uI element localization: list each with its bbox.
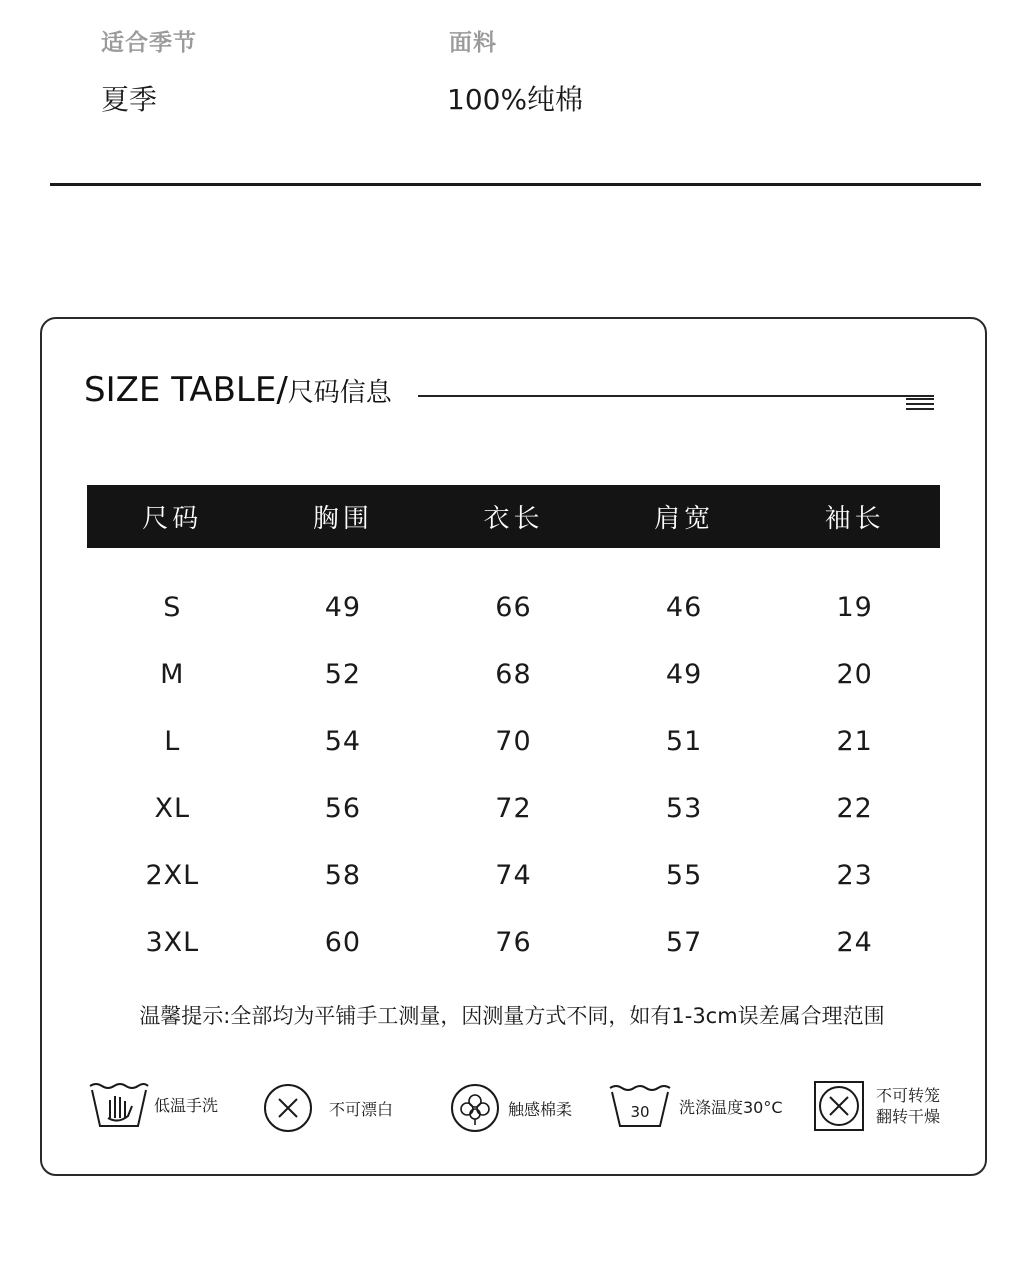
table-row — [87, 842, 940, 909]
table-row — [87, 708, 940, 775]
table-header — [87, 485, 940, 548]
table-cell: 19 — [836, 592, 873, 623]
table-cell: 76 — [495, 927, 532, 958]
table-cell: 24 — [836, 927, 873, 958]
no-tumble-dry-icon — [813, 1080, 865, 1132]
fabric-value: 100%纯棉 — [447, 83, 584, 116]
care-item-hand-wash — [88, 1078, 218, 1130]
table-cell: 2XL — [145, 860, 200, 891]
table-cell: 70 — [495, 726, 532, 757]
title-divider — [418, 395, 934, 397]
season-label: 适合季节 — [101, 30, 197, 56]
title-zh: 尺码信息 — [287, 378, 392, 408]
table-cell: 21 — [836, 726, 873, 757]
table-cell: 20 — [836, 659, 873, 690]
care-label: 洗涤温度30°C — [679, 1097, 783, 1117]
fabric-label: 面料 — [449, 30, 497, 56]
menu-lines-icon — [906, 398, 934, 410]
table-cell: 52 — [324, 659, 362, 690]
table-cell: 49 — [665, 659, 703, 690]
wash-30-icon — [608, 1082, 672, 1130]
header-shoulder: 肩宽 — [654, 504, 715, 534]
hand-wash-icon — [88, 1078, 150, 1130]
table-cell: 55 — [665, 860, 703, 891]
care-label: 低温手洗 — [154, 1095, 219, 1115]
care-label: 不可漂白 — [329, 1099, 394, 1119]
table-cell: 53 — [665, 793, 703, 824]
care-item-no-bleach — [263, 1083, 393, 1133]
table-cell: 46 — [665, 592, 703, 623]
table-cell: 3XL — [145, 927, 200, 958]
table-cell: S — [163, 592, 182, 623]
table-cell: 49 — [324, 592, 362, 623]
table-cell: 74 — [495, 860, 532, 891]
header-size: 尺码 — [142, 504, 203, 534]
care-label: 不可转笼 — [876, 1086, 941, 1105]
table-cell: XL — [154, 793, 191, 824]
table-cell: 72 — [495, 793, 532, 824]
no-bleach-icon — [263, 1083, 313, 1133]
table-cell: 60 — [324, 927, 362, 958]
header-sleeve: 袖长 — [824, 504, 885, 534]
table-cell: 66 — [495, 592, 532, 623]
table-cell: 51 — [665, 726, 703, 757]
care-label-line2: 翻转干燥 — [876, 1107, 941, 1126]
cotton-icon — [450, 1083, 500, 1133]
header-chest: 胸围 — [312, 504, 373, 534]
table-cell: L — [164, 726, 181, 757]
table-cell: 58 — [324, 860, 362, 891]
care-item-no-tumble — [813, 1080, 940, 1132]
table-row — [87, 574, 940, 641]
table-cell: 23 — [836, 860, 873, 891]
wash-temp-text: 30 — [630, 1103, 650, 1121]
table-body — [87, 574, 940, 976]
table-cell: M — [160, 659, 185, 690]
table-cell: 68 — [495, 659, 532, 690]
divider — [50, 183, 981, 186]
care-item-wash-temp — [608, 1082, 783, 1130]
header-length: 衣长 — [483, 504, 544, 534]
care-label: 触感棉柔 — [508, 1099, 573, 1119]
title-en: SIZE TABLE/ — [84, 370, 288, 410]
season-value: 夏季 — [101, 83, 158, 116]
measurement-note: 温馨提示:全部均为平铺手工测量，因测量方式不同，如有1-3cm误差属合理范围 — [139, 1004, 885, 1028]
table-row — [87, 909, 940, 976]
care-item-cotton — [450, 1083, 572, 1133]
size-table-title — [84, 370, 392, 410]
table-cell: 22 — [836, 793, 873, 824]
table-cell: 57 — [665, 927, 703, 958]
table-row — [87, 641, 940, 708]
table-cell: 54 — [324, 726, 362, 757]
table-row — [87, 775, 940, 842]
table-cell: 56 — [324, 793, 362, 824]
